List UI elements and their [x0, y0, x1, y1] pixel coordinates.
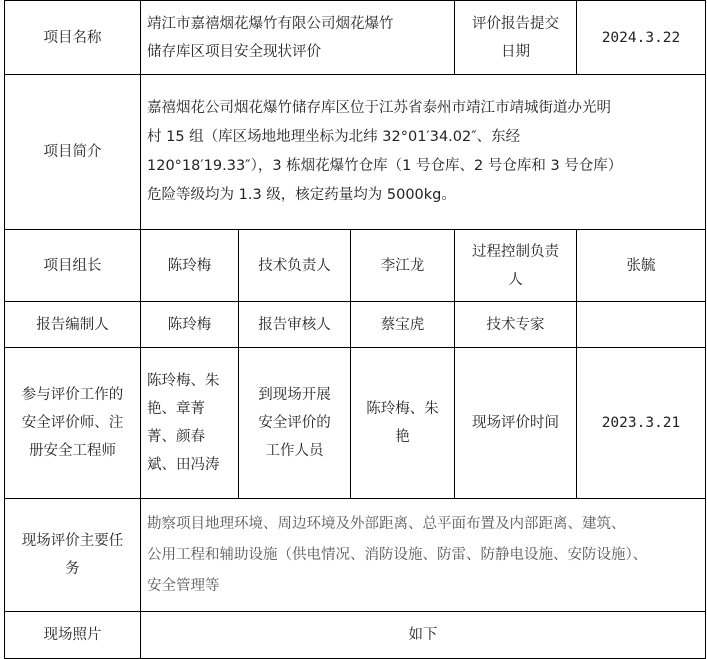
- onsite-staff-line-1: 陈玲梅、朱: [366, 401, 439, 417]
- summary-line-3: 120°18′19.33″），3 栋烟花爆竹仓库（1 号仓库、2 号仓库和 3 号仓库）: [147, 158, 623, 174]
- main-tasks-line-3: 安全管理等: [147, 577, 220, 594]
- tech-expert-value: [577, 302, 706, 348]
- report-date-label-line-2: 日期: [501, 43, 530, 60]
- row-team-leader: [5, 230, 706, 302]
- process-control-label-line-2: 人: [508, 271, 523, 288]
- tech-lead-value: 李江龙: [351, 230, 455, 302]
- onsite-time-label: 现场评价时间: [455, 348, 577, 499]
- main-tasks-line-1: 勘察项目地理环境、周边环境及外部距离、总平面布置及内部距离、建筑、: [147, 515, 626, 532]
- project-summary-label: 项目简介: [5, 75, 141, 230]
- main-tasks-label-line-1: 现场评价主要任: [21, 533, 124, 549]
- project-info-table: [4, 0, 706, 659]
- report-date-label-line-1: 评价报告提交: [472, 15, 559, 32]
- assessors-label: [5, 348, 141, 499]
- project-name-line-1: 靖江市嘉禧烟花爆竹有限公司烟花爆竹: [147, 15, 394, 32]
- row-assessors: [5, 348, 706, 499]
- summary-line-2: 村 15 组（库区场地地理坐标为北纬 32°01′34.02″、东经: [147, 129, 521, 145]
- main-tasks-line-2: 公用工程和辅助设施（供电情况、消防设施、防雷、防静电设施、安防设施）、: [147, 546, 648, 563]
- project-info-sheet: [4, 0, 705, 658]
- assessors-line-1: 陈玲梅、朱: [147, 373, 220, 389]
- report-author-value: 陈玲梅: [141, 302, 239, 348]
- onsite-staff-value: [351, 348, 455, 499]
- tech-expert-label: 技术专家: [455, 302, 577, 348]
- assessors-line-2: 艳、章菁: [147, 401, 205, 417]
- main-tasks-label: [5, 499, 141, 612]
- main-tasks-text: [141, 499, 706, 612]
- team-leader-value: 陈玲梅: [141, 230, 239, 302]
- process-control-label: [455, 230, 577, 302]
- row-main-tasks: [5, 499, 706, 612]
- project-name-line-2: 储存库区项目安全现状评价: [147, 43, 321, 60]
- team-leader-label: 项目组长: [5, 230, 141, 302]
- project-name-value: [141, 1, 455, 75]
- onsite-staff-line-2: 艳: [395, 429, 410, 445]
- tech-lead-label: 技术负责人: [239, 230, 351, 302]
- assessors-value: [141, 348, 239, 499]
- report-author-label: 报告编制人: [5, 302, 141, 348]
- main-tasks-label-line-2: 务: [65, 561, 80, 577]
- row-project-summary: [5, 75, 706, 230]
- report-date-label: [455, 1, 577, 75]
- onsite-staff-label-line-2: 安全评价的: [258, 415, 331, 431]
- row-report-author: [5, 302, 706, 348]
- assessors-label-line-1: 参与评价工作的: [21, 387, 124, 403]
- summary-line-1: 嘉禧烟花公司烟花爆竹储存库区位于江苏省泰州市靖江市靖城街道办光明: [147, 100, 611, 116]
- row-site-photos: [5, 612, 706, 659]
- row-project-name: [5, 1, 706, 75]
- onsite-staff-label: [239, 348, 351, 499]
- project-name-label: 项目名称: [5, 1, 141, 75]
- process-control-label-line-1: 过程控制负责: [472, 243, 559, 260]
- assessors-label-line-3: 册安全工程师: [29, 443, 116, 459]
- report-reviewer-label: 报告审核人: [239, 302, 351, 348]
- onsite-staff-label-line-3: 工作人员: [265, 443, 324, 459]
- assessors-label-line-2: 安全评价师、注: [21, 415, 124, 431]
- site-photos-label: 现场照片: [5, 612, 141, 659]
- onsite-time-value: 2023.3.21: [577, 348, 706, 499]
- process-control-value: 张毓: [577, 230, 706, 302]
- summary-line-4: 危险等级均为 1.3 级，核定药量均为 5000kg。: [147, 187, 456, 203]
- onsite-staff-label-line-1: 到现场开展: [258, 387, 331, 403]
- project-summary-text: [141, 75, 706, 230]
- assessors-line-3: 菁、颜春: [147, 429, 205, 445]
- report-date-value: 2024.3.22: [577, 1, 706, 75]
- site-photos-value: 如下: [141, 612, 706, 659]
- report-reviewer-value: 蔡宝虎: [351, 302, 455, 348]
- assessors-line-4: 斌、田冯涛: [147, 457, 220, 473]
